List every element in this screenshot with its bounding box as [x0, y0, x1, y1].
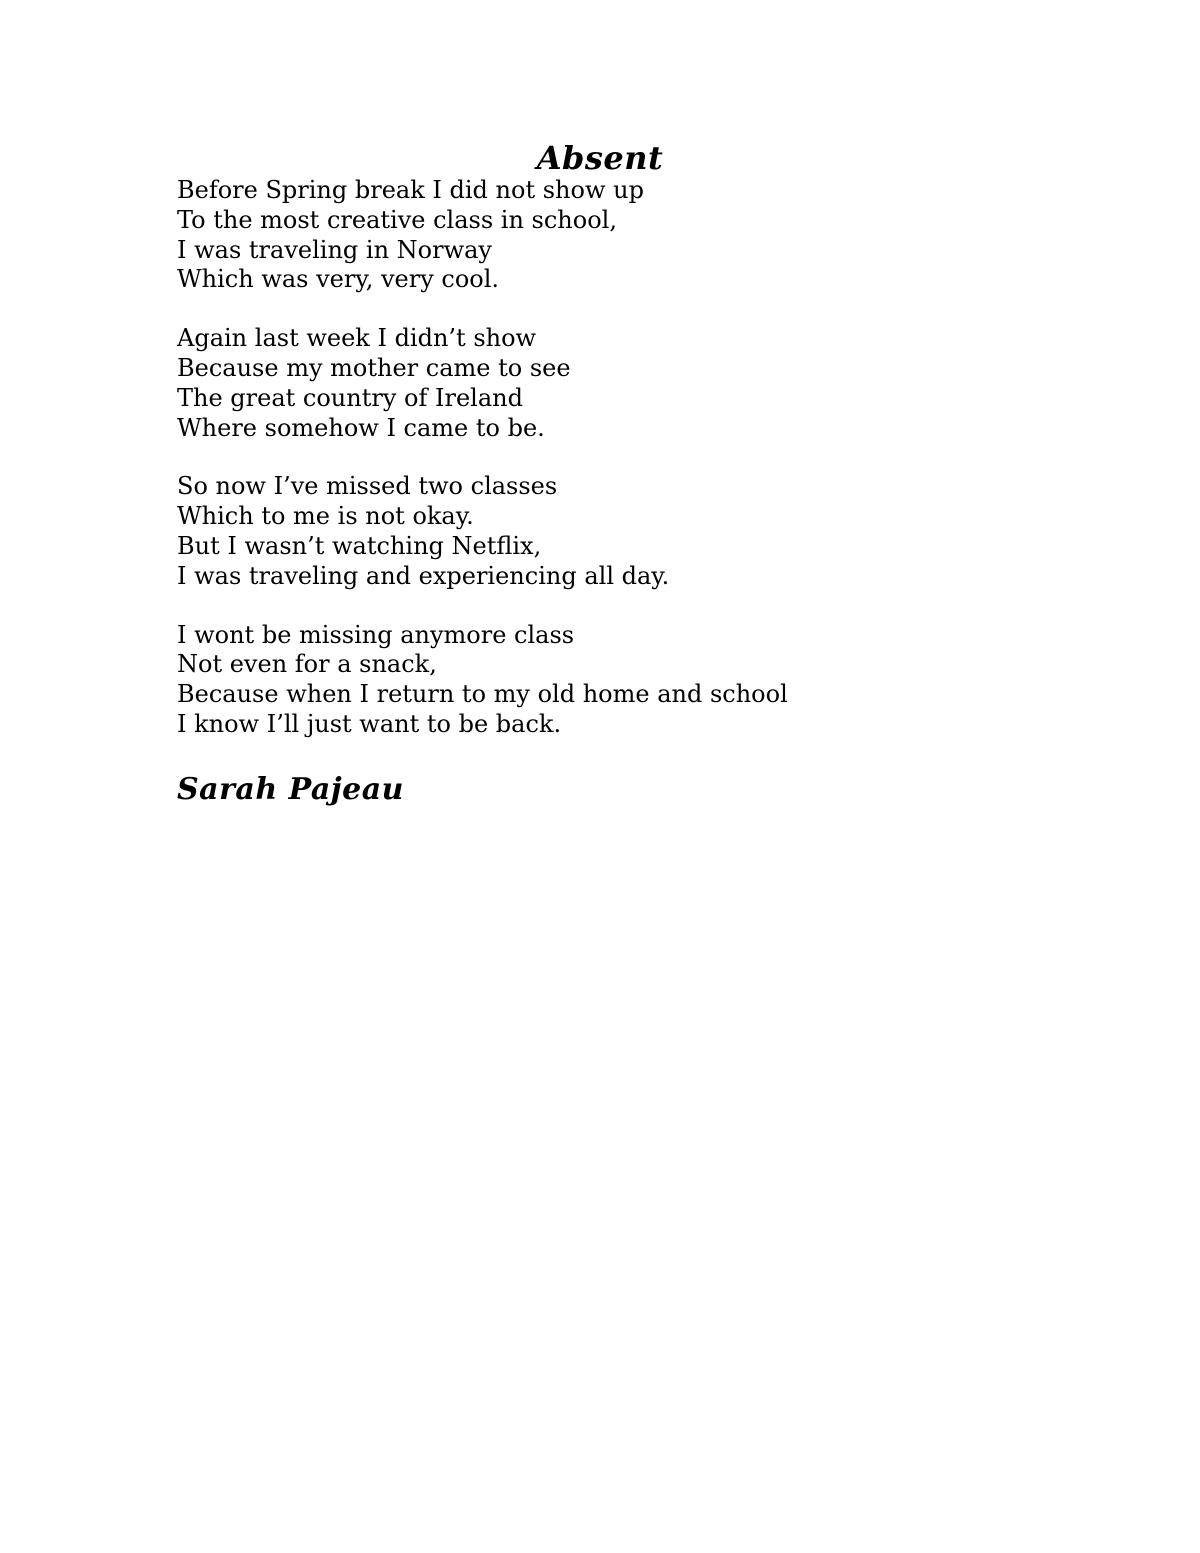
- poem-line: Which was very, very cool.: [177, 265, 500, 294]
- poem-line: Before Spring break I did not show up: [177, 176, 644, 204]
- stanza-4: [177, 621, 937, 740]
- poem-body: [177, 176, 937, 769]
- author-name: Sarah Pajeau: [177, 772, 404, 807]
- poem-line: To the most creative class in school,: [177, 205, 617, 234]
- stanza-2: [177, 324, 937, 443]
- stanza-1: [177, 176, 937, 295]
- poem-line: Where somehow I came to be.: [177, 413, 545, 442]
- poem-line: I was traveling in Norway: [177, 235, 492, 264]
- poem-line: I know I’ll just want to be back.: [177, 709, 562, 738]
- poem-line: The great country of Ireland: [177, 383, 523, 412]
- poem-line: Because my mother came to see: [177, 353, 571, 382]
- poem-line: Which to me is not okay.: [177, 502, 474, 531]
- poem-line: So now I’ve missed two classes: [177, 472, 558, 501]
- poem-line: Again last week I didn’t show: [177, 324, 537, 353]
- poem-line: Because when I return to my old home and school: [177, 680, 788, 709]
- poem-title: Absent: [536, 139, 664, 177]
- poem-line: I was traveling and experiencing all day.: [177, 561, 670, 590]
- poem-line: But I wasn’t watching Netflix,: [177, 531, 542, 560]
- poem-line: Not even for a snack,: [177, 650, 437, 679]
- stanza-3: [177, 472, 937, 591]
- poem-line: I wont be missing anymore class: [177, 620, 575, 649]
